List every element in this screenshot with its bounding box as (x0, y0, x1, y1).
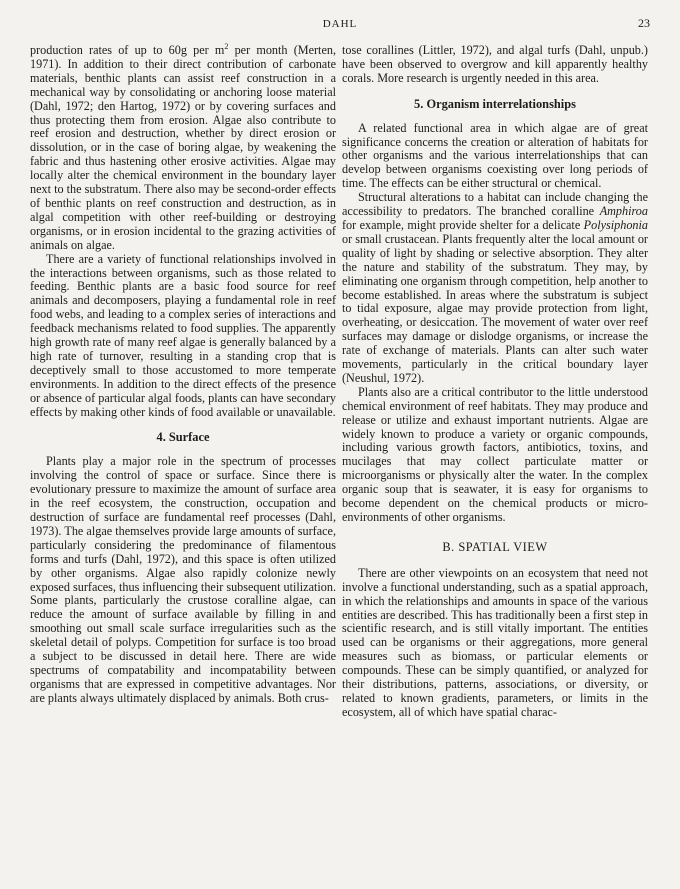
running-head: DAHL (322, 18, 358, 30)
paragraph: Plants play a major role in the spectrum of processes involving the control of space or surface. Since there is evolutionary pressure to maximize the amount of surface area in the reef ecosystem, the construction, occupation and destruction of surface are fundamental reef processes (Dahl, 1973). The algae themselves provide large amounts of surface, particularly considering the predominance of filamentous forms and turfs (Dahl, 1972), and this space is often utilized by other organisms. Algae also rapidly colonize newly exposed surfaces, thus influencing their subsequent utilization. Some plants, particularly the crustose coralline algae, can reduce the amount of surface available by filling in and smoothing out small scale surface irregularities such as the skeletal detail of polyps. Competition for surface is too broad a subject to be discussed in detail here. There are wide spectrums of compatability and incompatability between organisms that are expressed in competitive advantages. Nor are plants always ultimately displaced by animals. Both crus- (30, 454, 336, 705)
text-segment: or small crustacean. Plants frequently alter the local amount or quality of light by shading or selective absorption. They alter the nature and stability of the substratum. They may, by eliminating one organism through competition, help another to become established. In areas where the substratum is subject to tidal exposure, algae may provide protection from light, overheating, or desiccation. The movement of water over reef surfaces may damage or dislodge organisms, or increase the rate of exchange of materials. Plants can alter such water movements, particularly in the critical boundary layer (Neushul, 1972). (342, 231, 648, 385)
paragraph: tose corallines (Littler, 1972), and algal turfs (Dahl, unpub.) have been observed to overgrow and kill apparently healthy corals. More research is urgently needed in this area. (342, 43, 648, 85)
paragraph: Plants also are a critical contributor to the little understood chemical environment of reef habitats. They may produce and release or utilize and exhaust important nutrients. Algae are widely known to produce a variety or organic compounds, including various growth factors, antibiotics, toxins, and mucilages that may collect particulate matter or microorganisms or physically alter the water. In the complex organic soup that is seawater, it is easy for organisms to become dependent on the chemical products or micro-environments of other organisms. (342, 384, 648, 524)
section-heading-spatial: B. SPATIAL VIEW (442, 539, 548, 554)
paragraph: There are a variety of functional relationships involved in the interactions between organisms, such as those related to feeding. Benthic plants are a basic food source for reef animals and decomposers, playing a fundamental role in reef food webs, and leading to a complex series of interactions and feedback mechanisms related to food supplies. The apparently high growth rate of many reef algae is generally balanced by a high rate of turnover, resulting in a standing crop that is deceptively small to those accustomed to more temperate environments. In addition to the direct effects of the presence or absence of particular algal foods, plants can have secondary effects by making other kinds of food available or unavailable. (30, 251, 336, 419)
superscript: 2 (224, 41, 229, 51)
text-segment: Structural alterations to a habitat can include changing the accessibility to predators. The branched coralline (342, 190, 648, 219)
right-column (342, 44, 648, 720)
paragraph (30, 41, 336, 253)
italic-term: Polysiphonia (583, 217, 648, 232)
paragraph: A related functional area in which algae are of great significance concerns the creation or alteration of habitats for other organisms and the various interrelationships that can develop between organisms coexisting over long periods of time. The effects can be either structural or chemical. (342, 120, 648, 191)
italic-term: Amphiroa (599, 204, 648, 219)
section-heading-surface: 4. Surface (156, 430, 210, 445)
text-segment: production rates of up to 60g per m (30, 43, 225, 57)
section-heading-organism: 5. Organism interrelationships (414, 96, 576, 111)
text-segment: per month (Merten, 1971). In addition to their direct contribution of carbonate materials, benthic plants can assist reef construction in a mechanical way by consolidating or anchoring loose material (Dahl, 1972; den Hartog, 1972) or by covering surfaces and thus protecting them from erosion. Algae also contribute to reef erosion and destruction, whether by direct erosion or dissolution, or in the case of boring algae, by weakening the fabric and thus hastening other erosive activities. Algae may locally alter the chemical environment in the boundary layer next to the substratum. There also may be second-order effects of benthic plants on reef construction and destruction, as in algal competition with other reef-building or destroying organisms, or in erosion incidental to the grazing activities of animals on algae. (30, 43, 336, 252)
text-segment: for example, might provide shelter for a delicate (342, 217, 584, 232)
left-column (30, 41, 336, 706)
paragraph: There are other viewpoints on an ecosystem that need not involve a functional understanding, such as a spatial approach, in which the relationships and amounts in space of the various entities are described. This has traditionally been a first step in scientific research, and is still vitally important. The entities used can be organisms or their aggregations, more general measures such as biomass, or particular elements or compounds. These can be simply quantified, or analyzed for their distributions, patterns, associations, or diversity, or related to known gradients, parameters, or limits in the ecosystem, all of which have spatial charac- (342, 565, 648, 719)
paragraph (342, 191, 648, 386)
page-number: 23 (638, 16, 650, 30)
